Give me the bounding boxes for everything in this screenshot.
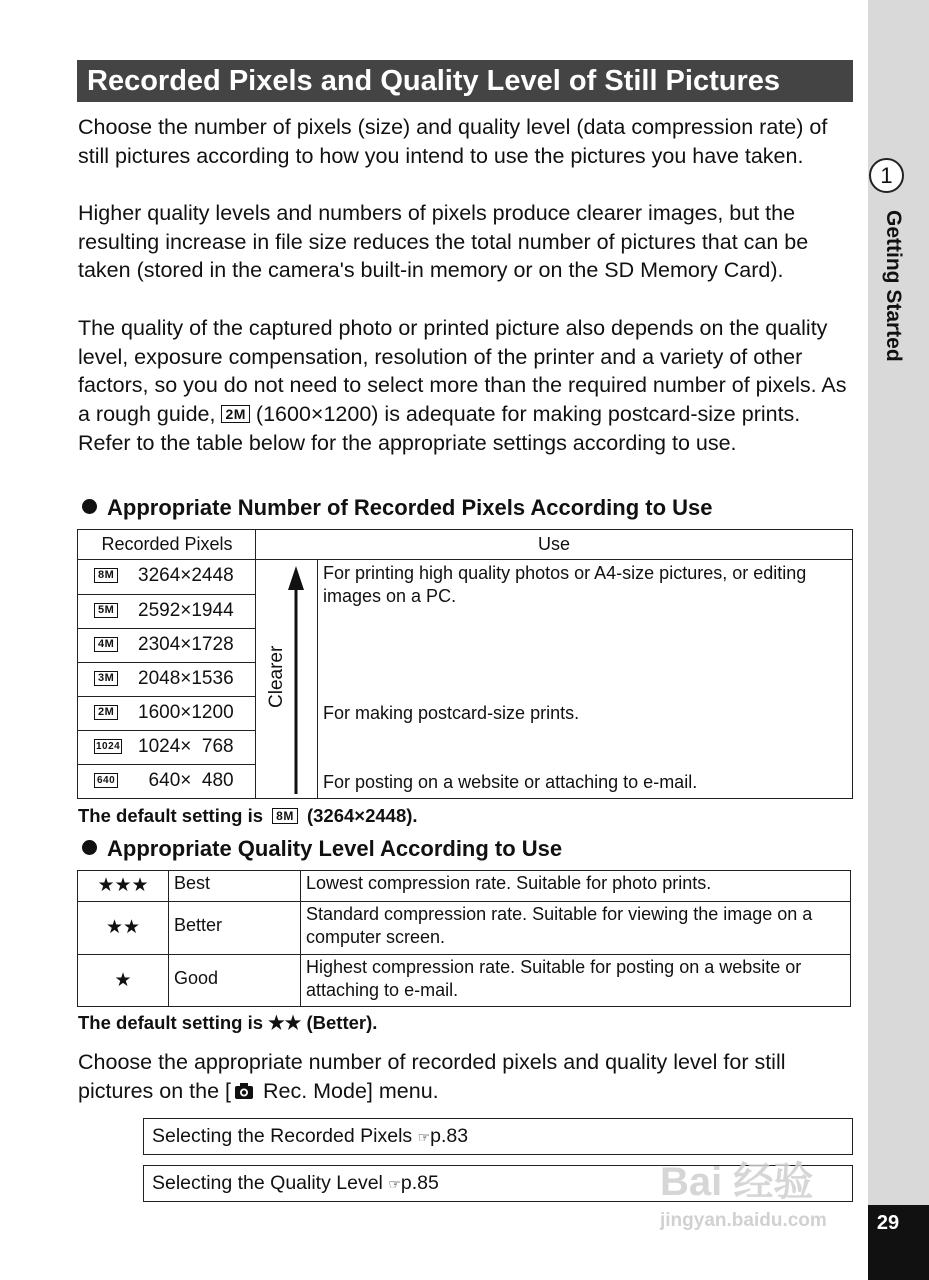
quality-description: Lowest compression rate. Suitable for photo prints. [306,873,712,893]
stars-two-icon: ★★ [268,1012,302,1033]
recorded-pixels-table [77,529,853,799]
default-prefix: The default setting is [78,805,264,826]
camera-icon [234,1082,254,1100]
table-row [78,954,850,1007]
col-header-recorded-pixels: Recorded Pixels [101,534,233,554]
table-row [78,662,256,696]
default-suffix: (Better). [306,1012,378,1033]
default-suffix: (3264×2448). [306,805,418,826]
quality-level-label: Best [174,873,211,893]
resolution-value: 1600×1200 [138,702,234,723]
bullet-icon [82,499,97,514]
table-row [78,594,256,628]
pixel-1024-icon: 1024 [96,741,121,752]
table-row [78,764,256,798]
intro-paragraph-2: Higher quality levels and numbers of pixels produce clearer images, but the resulting increase in file size reduces the total number of pictures that can be taken (stored in the camera's built-in memory or on the SD Memory Card). [78,201,809,283]
reference-page: p.83 [430,1125,469,1147]
closing-text-a: Choose the appropriate number of recorded pixels and quality level for still pictures on the [ [78,1050,786,1103]
use-postcard: For making postcard-size prints. [323,703,580,723]
chapter-title-text: Getting Started [882,210,905,362]
stars-one-icon: ★ [114,970,132,991]
quality-section-heading [82,836,562,862]
watermark-logo-text: Bai 经验 [660,1160,814,1204]
stars-two-icon: ★★ [105,917,141,938]
pixel-3m-icon: 3M [94,671,118,686]
bullet-icon [82,840,97,855]
closing-text-b: Rec. Mode] menu. [256,1078,439,1103]
col-header-use: Use [537,534,570,554]
intro-paragraph-1: Choose the number of pixels (size) and quality level (data compression rate) of still pictures according to how you intend to use the pictures you have taken. [78,115,828,168]
section-title-bar [77,60,853,102]
table-header-row [78,530,852,560]
pixels-heading-text: Appropriate Number of Recorded Pixels According to Use [107,495,713,520]
use-high-quality: For printing high quality photos or A4-size pictures, or editing images on a PC. [323,563,807,606]
pixels-default-note [78,805,418,827]
chapter-number: 1 [869,158,904,193]
up-arrow-icon [286,566,306,796]
table-row [78,730,256,764]
pixel-640-icon: 640 [94,773,118,788]
watermark-url: jingyan.baidu.com [660,1210,827,1231]
page-number: 29 [876,1212,900,1234]
quality-default-note [78,1012,377,1034]
pixel-4m-icon: 4M [94,637,118,652]
quality-description: Standard compression rate. Suitable for viewing the image on a computer screen. [306,904,813,947]
resolution-value: 640× 480 [138,770,234,791]
table-row [78,560,256,594]
quality-description: Highest compression rate. Suitable for posting on a website or attaching to e-mail. [306,957,802,1000]
intro-p3-text-a: The quality of the captured photo or printed picture also depends on the quality level, exposure compensation, resolution of the printer and a variety of other factors, so you do not need to select more than the required number of pixels. As a rough guide, [78,316,847,427]
pixel-8m-icon: 8M [272,808,298,824]
quality-level-table [77,870,851,1007]
baidu-watermark [660,1140,870,1240]
pixel-8m-icon: 8M [94,568,118,583]
reference-label: Selecting the Recorded Pixels [152,1125,413,1147]
pixel-2m-icon: 2M [94,705,118,720]
resolution-value: 2304×1728 [138,634,234,655]
quality-level-label: Good [174,968,219,988]
resolution-value: 1024× 768 [138,736,234,757]
resolution-value: 2048×1536 [138,668,234,689]
table-row [78,696,256,730]
stars-three-icon: ★★★ [97,875,149,896]
table-row [78,901,850,954]
default-prefix: The default setting is [78,1012,264,1033]
intro-paragraph-3 [78,314,858,458]
intro-p3-text-b: (1600×1200) is adequate for making postcard-size prints. Refer to the table below for the appropriate settings according to use. [78,402,801,455]
page-title: Recorded Pixels and Quality Level of Still Pictures [87,65,780,97]
resolution-value: 3264×2448 [138,565,234,586]
table-row [78,871,850,901]
table-divider [317,560,318,798]
pointing-hand-icon: ☞ [388,1176,401,1192]
pixel-2m-icon: 2M [221,405,249,423]
pointing-hand-icon: ☞ [417,1129,431,1145]
clearer-label-text: Clearer [266,645,287,708]
chapter-title [882,210,905,410]
resolution-value: 2592×1944 [138,600,234,621]
use-website: For posting on a website or attaching to e-mail. [323,772,698,792]
closing-paragraph [78,1048,858,1105]
reference-label: Selecting the Quality Level [152,1172,383,1194]
reference-page: p.85 [400,1172,439,1194]
pixels-section-heading [82,495,713,521]
quality-level-label: Better [174,915,223,935]
clearer-label [266,620,286,730]
pixel-5m-icon: 5M [94,603,118,618]
quality-heading-text: Appropriate Quality Level According to Use [107,836,563,861]
table-row [78,628,256,662]
